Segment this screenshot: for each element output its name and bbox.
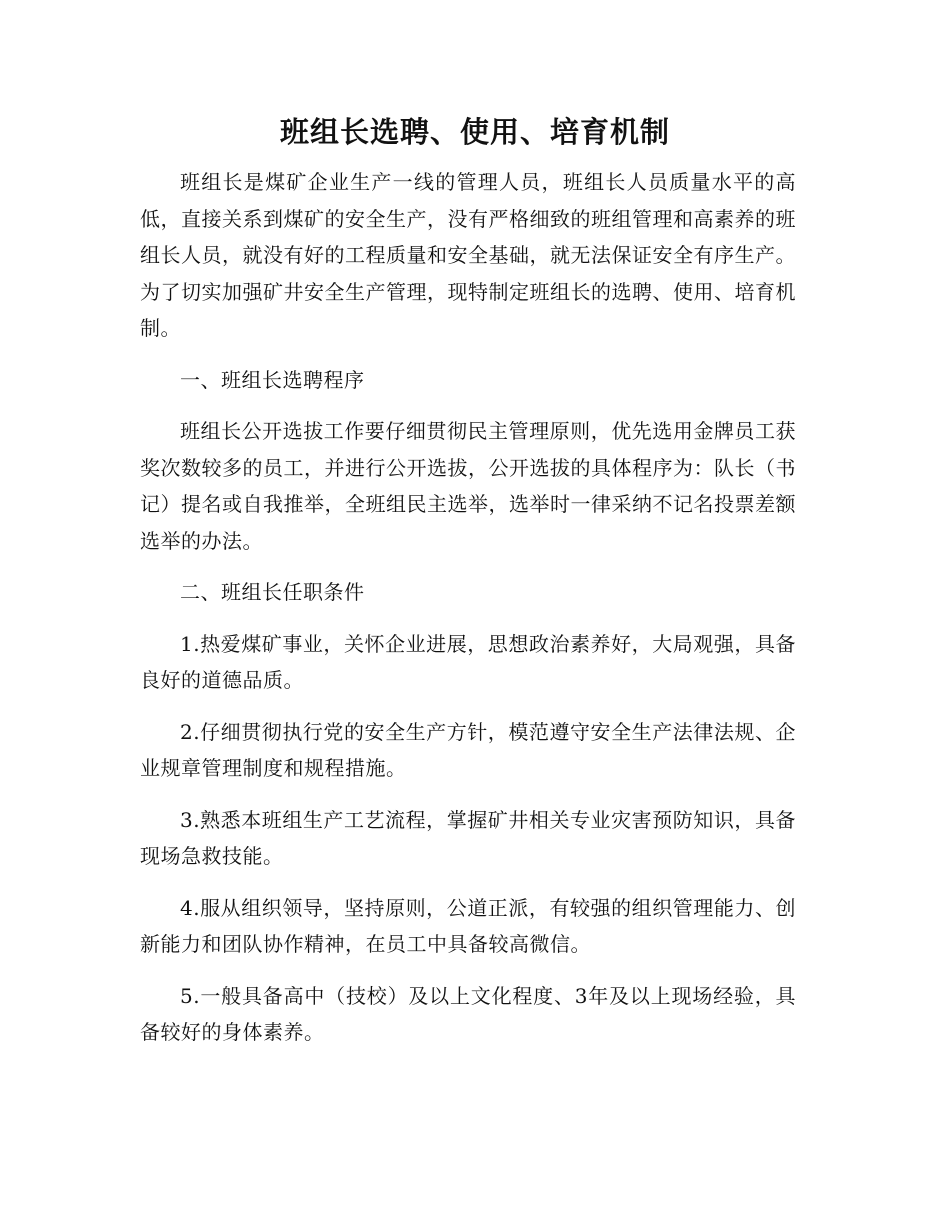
qualification-item-2: 2.仔细贯彻执行党的安全生产方针，模范遵守安全生产法律法规、企业规章管理制度和规程措施。 <box>140 719 796 780</box>
section-heading-selection-procedure: 一、班组长选聘程序 <box>180 367 365 392</box>
document-body <box>140 164 796 1051</box>
qualification-item-4: 4.服从组织领导，坚持原则，公道正派，有较强的组织管理能力、创新能力和团队协作精神，在员工中具备较高微信。 <box>140 895 796 956</box>
qualification-item-1: 1.热爱煤矿事业，关怀企业进展，思想政治素养好，大局观强，具备良好的道德品质。 <box>140 631 796 692</box>
qualification-item-5: 5.一般具备高中（技校）及以上文化程度、3年及以上现场经验，具备较好的身体素养。 <box>140 983 796 1044</box>
document-title: 班组长选聘、使用、培育机制 <box>279 115 670 149</box>
intro-paragraph: 班组长是煤矿企业生产一线的管理人员，班组长人员质量水平的高低，直接关系到煤矿的安全生产，没有严格细致的班组管理和高素养的班组长人员，就没有好的工程质量和安全基础，就无法保证安全有序生产。为了切实加强矿井安全生产管理，现特制定班组长的选聘、使用、培育机制。 <box>140 170 796 340</box>
qualification-item-3: 3.熟悉本班组生产工艺流程，掌握矿井相关专业灾害预防知识，具备现场急救技能。 <box>140 807 796 868</box>
section-heading-qualifications: 二、班组长任职条件 <box>180 580 365 604</box>
selection-procedure-paragraph: 班组长公开选拔工作要仔细贯彻民主管理原则，优先选用金牌员工获奖次数较多的员工，并进行公开选拔，公开选拔的具体程序为：队长（书记）提名或自我推举，全班组民主选举，选举时一律采纳不记名投票差额选举的办法。 <box>140 419 796 553</box>
